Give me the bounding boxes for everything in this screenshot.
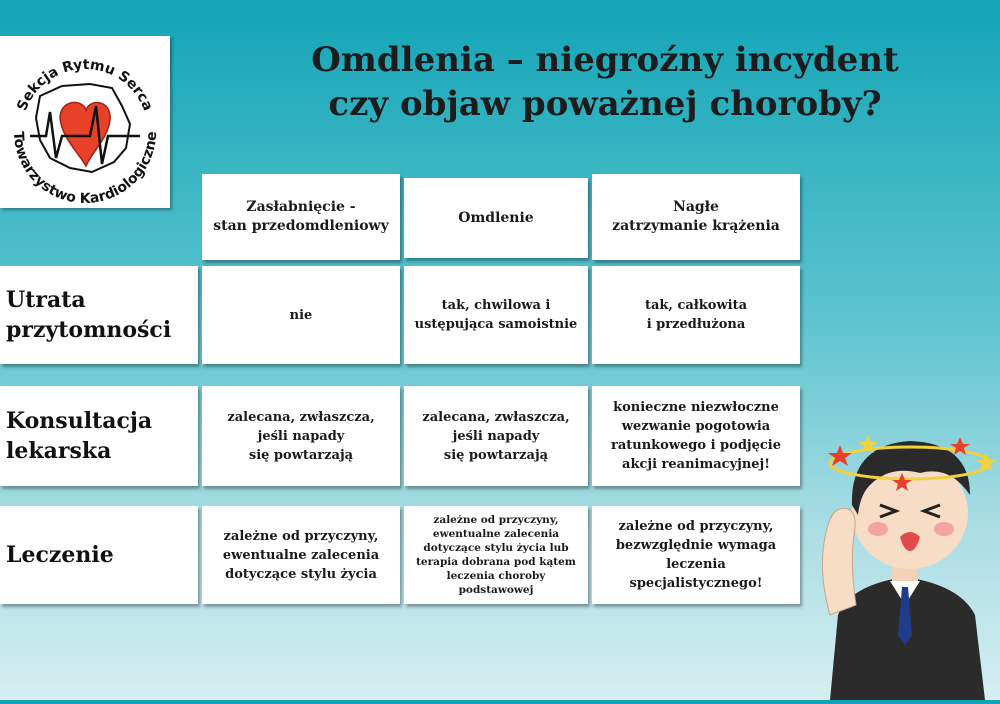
logo-text-top: Sekcja Rytmu Serca bbox=[14, 56, 156, 114]
title-line-1: Omdlenia – niegroźny incydent bbox=[311, 40, 899, 80]
dizzy-person-icon bbox=[810, 405, 1000, 704]
table-cell: zalecana, zwłaszcza, jeśli napady się powtarzają bbox=[202, 386, 400, 486]
society-logo bbox=[0, 36, 170, 208]
title-line-2: czy objaw poważnej choroby? bbox=[328, 84, 882, 124]
table-cell: zalecana, zwłaszcza, jeśli napady się powtarzają bbox=[404, 386, 588, 486]
table-cell: zależne od przyczyny, ewentualne zalecenia dotyczące stylu życia bbox=[202, 506, 400, 604]
table-cell: konieczne niezwłoczne wezwanie pogotowia ratunkowego i podjęcie akcji reanimacyjnej! bbox=[592, 386, 800, 486]
row-label-consultation: Konsultacja lekarska bbox=[0, 386, 198, 486]
row-label-consciousness: Utrata przytomności bbox=[0, 266, 198, 364]
row-label-treatment: Leczenie bbox=[0, 506, 198, 604]
table-cell: tak, całkowita i przedłużona bbox=[592, 266, 800, 364]
page-title bbox=[280, 38, 930, 126]
table-cell: nie bbox=[202, 266, 400, 364]
table-cell: zależne od przyczyny, bezwzględnie wymaga leczenia specjalistycznego! bbox=[592, 506, 800, 604]
column-header-syncope: Omdlenie bbox=[404, 178, 588, 258]
logo-graphic bbox=[0, 36, 170, 208]
table-cell: zależne od przyczyny, ewentualne zalecenia dotyczące stylu życia lub terapia dobrana pod kątem leczenia choroby podstawowej bbox=[404, 506, 588, 604]
logo-text-bottom: Towarzystwo Kardiologiczne bbox=[9, 130, 161, 208]
table-cell: tak, chwilowa i ustępująca samoistnie bbox=[404, 266, 588, 364]
column-header-presyncope: Zasłabnięcie - stan przedomdleniowy bbox=[202, 174, 400, 260]
column-header-cardiac-arrest: Nagłe zatrzymanie krążenia bbox=[592, 174, 800, 260]
